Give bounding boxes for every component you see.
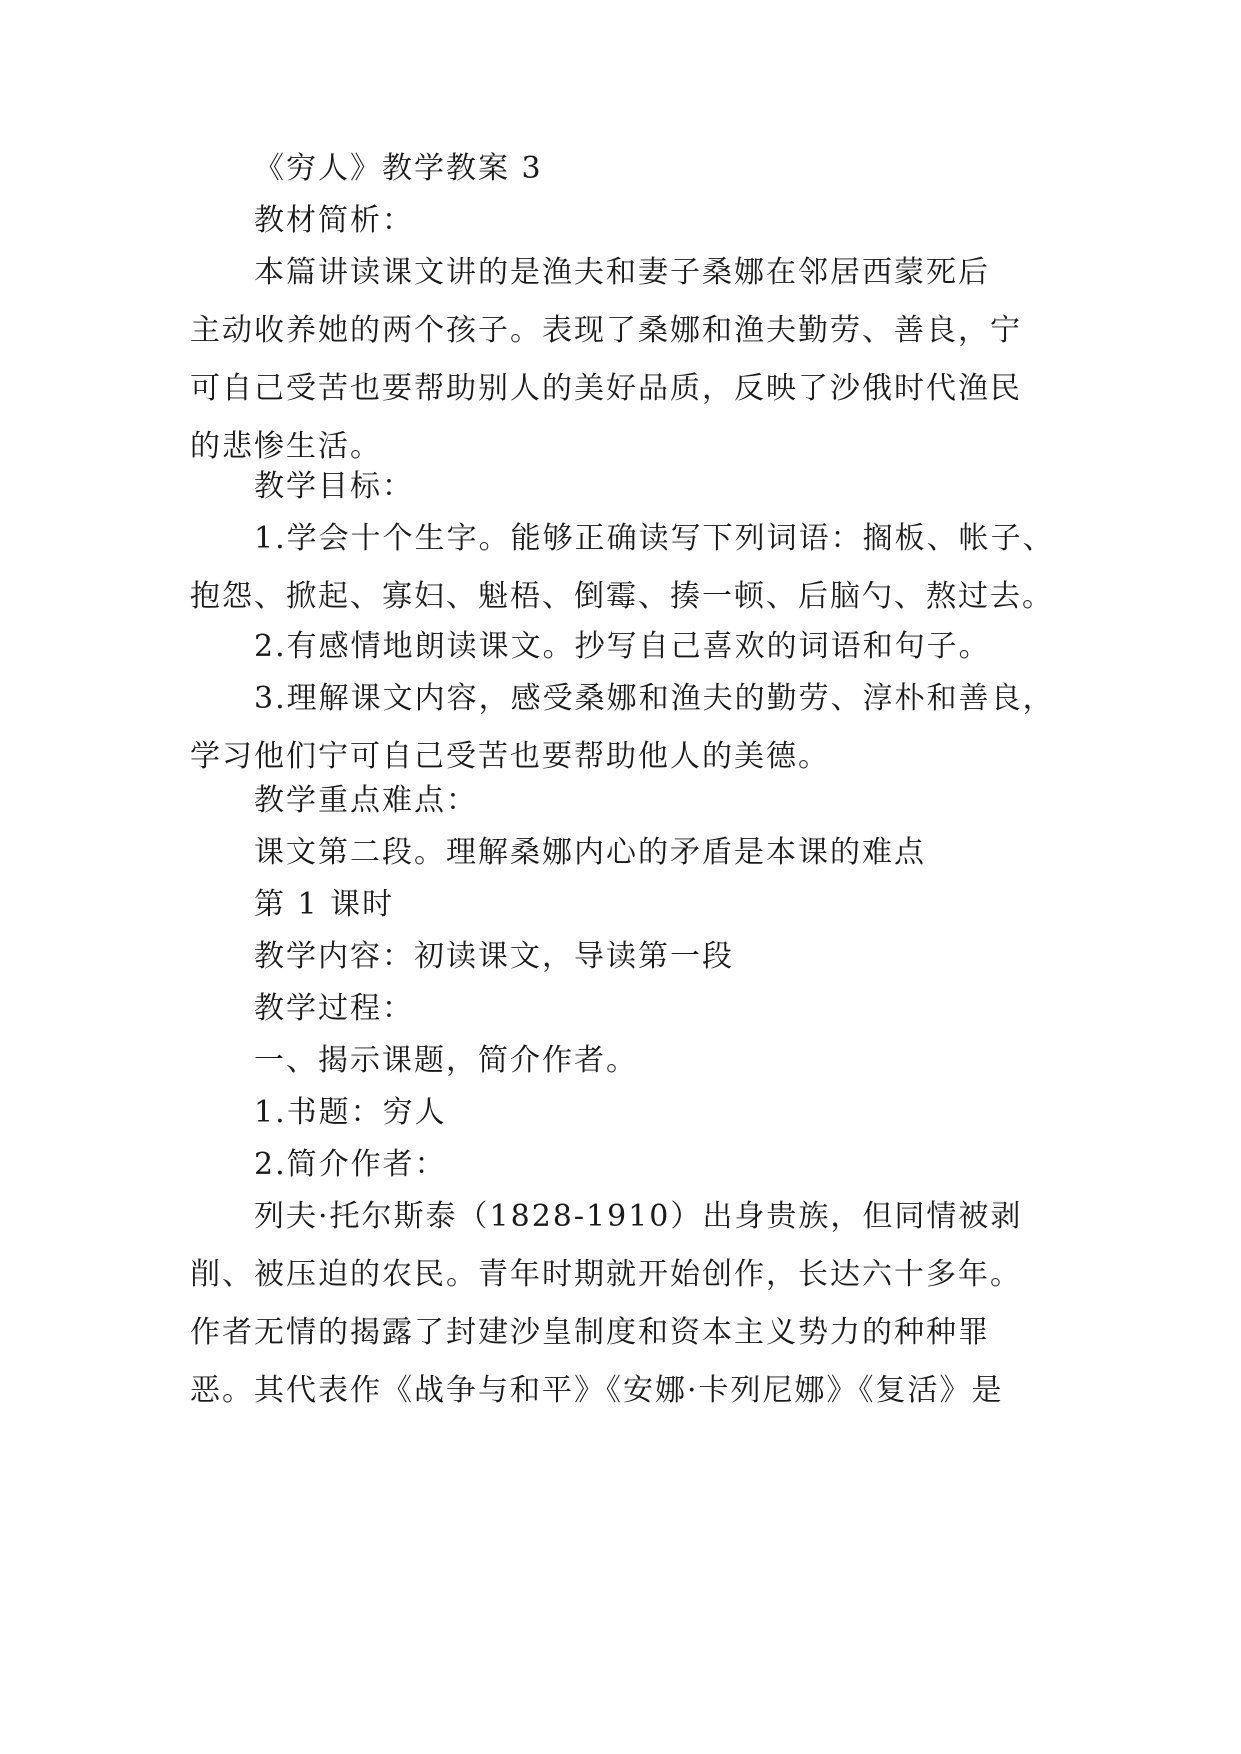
document-title: 《穷人》教学教案 3 [254,151,543,186]
author-line: 削、被压迫的农民。青年时期就开始创作，长达六十多年。 [190,1257,1022,1292]
goal-3 [190,670,1055,786]
lesson-content: 教学内容：初读课文，导读第一段 [254,939,734,974]
intro-line: 的悲惨生活。 [190,429,382,464]
author-line: 恶。其代表作《战争与和平》《安娜·卡列尼娜》《复活》是 [190,1373,1004,1408]
key-text: 课文第二段。理解桑娜内心的矛盾是本课的难点 [254,835,926,870]
key-heading: 教学重点难点： [254,783,478,818]
process-heading: 教学过程： [254,991,414,1026]
author-line: 作者无情的揭露了封建沙皇制度和资本主义势力的种种罪 [190,1315,990,1350]
goal-3-line: 学习他们宁可自己受苦也要帮助他人的美德。 [190,739,830,774]
intro-line: 主动收养她的两个孩子。表现了桑娜和渔夫勤劳、善良，宁 [190,313,1022,348]
intro-paragraph [190,244,1050,476]
goal-2: 2.有感情地朗读课文。抄写自己喜欢的词语和句子。 [254,629,991,664]
goal-1-line: 1.学会十个生字。能够正确读写下列词语：搁板、帐子、 [254,521,1055,556]
step-1-2: 2.简介作者： [254,1147,447,1182]
author-paragraph [190,1188,1050,1420]
goal-1-line: 抱怨、掀起、寡妇、魁梧、倒霉、揍一顿、后脑勺、熬过去。 [190,579,1054,614]
step-1: 一、揭示课题，简介作者。 [254,1043,638,1078]
intro-line: 本篇讲读课文讲的是渔夫和妻子桑娜在邻居西蒙死后 [254,255,990,290]
author-line: 列夫·托尔斯泰（1828-1910）出身贵族，但同情被剥 [254,1199,1023,1234]
intro-heading: 教材简析： [254,203,414,238]
goal-1 [190,510,1055,626]
goal-3-line: 3.理解课文内容，感受桑娜和渔夫的勤劳、淳朴和善良， [254,681,1055,716]
lesson-label: 第 1 课时 [254,887,395,922]
goals-heading: 教学目标： [254,469,414,504]
step-1-1: 1.书题：穷人 [254,1095,447,1130]
intro-line: 可自己受苦也要帮助别人的美好品质，反映了沙俄时代渔民 [190,371,1022,406]
